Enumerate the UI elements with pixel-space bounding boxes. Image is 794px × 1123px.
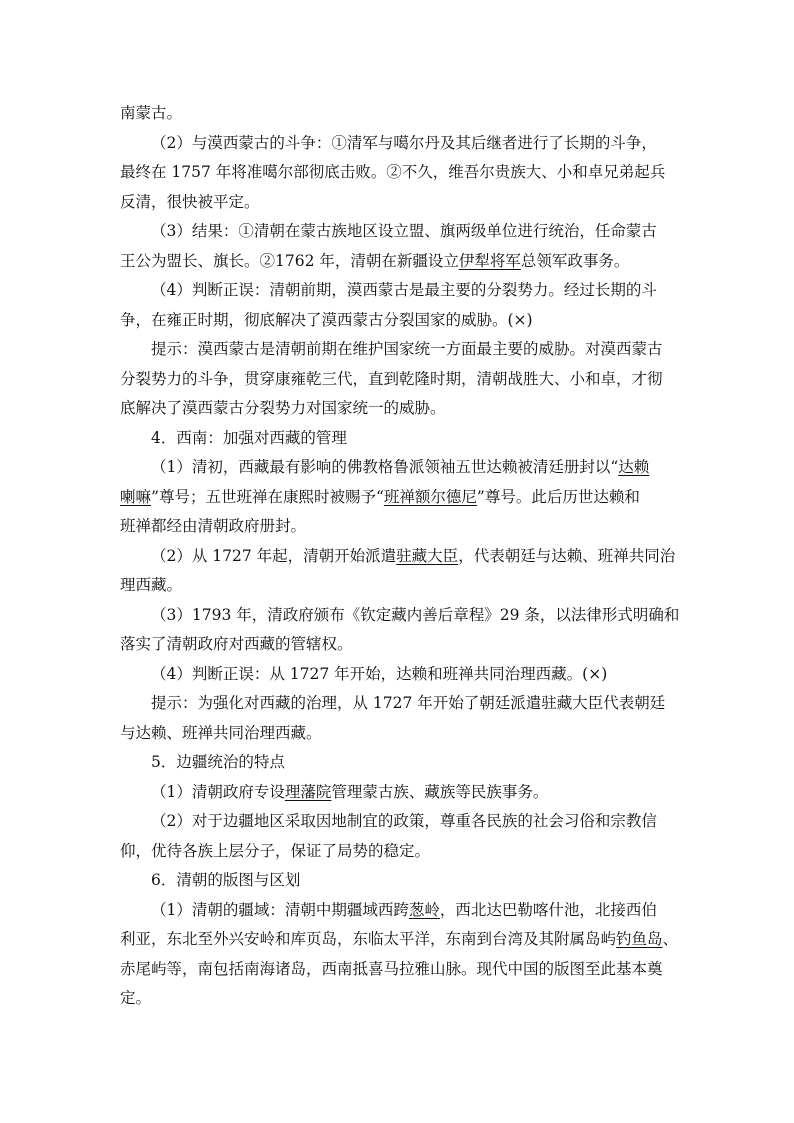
text-line: [120, 837, 680, 867]
text-run: ，代表朝廷与达赖、班禅共同治: [458, 546, 676, 565]
text-line: [120, 984, 680, 1014]
text-line: [120, 99, 680, 129]
text-run: 4．西南：加强对西藏的管理: [151, 428, 347, 447]
text-line: [120, 512, 680, 542]
text-line: [120, 217, 680, 247]
text-run: 王公为盟长、旗长。②1762 年，清朝在新疆设立: [120, 251, 459, 270]
text-run: 提示：漠西蒙古是清朝前期在维护国家统一方面最主要的威胁。对漠西蒙古: [151, 340, 663, 358]
text-run: 管理蒙古族、藏族等民族事务。: [331, 782, 549, 801]
text-run: （4）判断正误：清朝前期，漠西蒙古是最主要的分裂势力。经过长期的斗: [151, 281, 657, 299]
underlined-term: 驻藏大臣: [396, 546, 459, 565]
text-line: [120, 748, 680, 778]
text-run: ”尊号；五世班禅在康熙时被赐予“: [151, 487, 384, 506]
text-line: [120, 247, 680, 277]
text-line: [120, 188, 680, 218]
text-run: 最终在 1757 年将准噶尔部彻底击败。②不久，维吾尔贵族大、小和卓兄弟起兵: [120, 163, 666, 181]
text-run: 6．清朝的版图与区划: [151, 871, 301, 889]
text-run: （3）1793 年，清政府颁布《钦定藏内善后章程》29 条，以法律形式明确和: [151, 605, 680, 624]
underlined-term: 班禅额尔德尼: [383, 487, 477, 506]
text-run: （2）与漠西蒙古的斗争：①清军与噶尔丹及其后继者进行了长期的斗争，: [151, 133, 657, 152]
text-line: [120, 660, 680, 690]
text-run: 与达赖、班禅共同治理西藏。: [120, 723, 322, 742]
text-line: [120, 778, 680, 808]
text-run: 分裂势力的斗争，贯穿康雍乾三代，直到乾隆时期，清朝战胜大、小和卓，才彻: [120, 369, 663, 388]
document-body: [120, 99, 680, 1014]
text-line: [120, 424, 680, 454]
text-line: [120, 542, 680, 572]
text-line: [120, 571, 680, 601]
text-line: [120, 925, 680, 955]
underlined-term: 伊犁将军: [458, 251, 521, 270]
text-run: 反清，很快被平定。: [120, 192, 260, 211]
text-line: [120, 453, 680, 483]
text-run: 总领军政事务。: [520, 251, 630, 270]
underlined-term: 喇嘛: [120, 487, 152, 506]
text-run: 5．边疆统治的特点: [151, 753, 285, 771]
text-run: 利亚，东北至外兴安岭和库页岛，东临太平洋，东南到台湾及其附属岛屿: [120, 930, 617, 948]
underlined-term: 达赖: [618, 458, 650, 476]
text-run: （2）从 1727 年起，清朝开始派遣: [151, 546, 397, 565]
text-run: 仰，优待各族上层分子，保证了局势的稳定。: [120, 841, 431, 860]
text-run: 、: [662, 930, 679, 948]
text-run: 班禅都经由清朝政府册封。: [120, 517, 307, 535]
text-line: [120, 276, 680, 306]
text-line: [120, 896, 680, 926]
text-run: 理西藏。: [120, 576, 183, 594]
text-line: [120, 689, 680, 719]
text-line: [120, 306, 680, 336]
text-line: [120, 365, 680, 395]
text-run: ，西北达巴勒喀什池，北接西伯: [439, 900, 657, 919]
text-line: [120, 129, 680, 159]
text-run: （2）对于边疆地区采取因地制宜的政策，尊重各民族的社会习俗和宗教信: [151, 812, 657, 830]
text-run: 落实了清朝政府对西藏的管辖权。: [120, 635, 353, 653]
text-line: [120, 158, 680, 188]
text-run: 南蒙古。: [120, 104, 183, 122]
text-run: 底解决了漠西蒙古分裂势力对国家统一的威胁。: [120, 399, 446, 417]
text-run: 定。: [120, 989, 152, 1007]
text-line: [120, 483, 680, 513]
text-line: [120, 630, 680, 660]
text-run: 赤尾屿等，南包括南海诸岛，西南抵喜马拉雅山脉。现代中国的版图至此基本奠: [120, 959, 663, 978]
text-line: [120, 601, 680, 631]
text-run: （1）清朝政府专设: [151, 782, 285, 801]
text-run: （1）清初，西藏最有影响的佛教格鲁派领袖五世达赖被清廷册封以“: [151, 458, 619, 476]
text-line: [120, 866, 680, 896]
underlined-term: 钓鱼岛: [616, 930, 663, 948]
underlined-term: 葱岭: [408, 900, 440, 919]
text-line: [120, 394, 680, 424]
text-line: [120, 719, 680, 749]
text-line: [120, 335, 680, 365]
text-run: （4）判断正误：从 1727 年开始，达赖和班禅共同治理西藏。(×): [151, 664, 608, 683]
underlined-term: 理藩院: [284, 782, 332, 801]
text-run: ”尊号。此后历世达赖和: [476, 487, 640, 506]
text-line: [120, 807, 680, 837]
text-run: 提示：为强化对西藏的治理，从 1727 年开始了朝廷派遣驻藏大臣代表朝廷: [151, 694, 666, 712]
text-line: [120, 955, 680, 985]
text-run: （3）结果：①清朝在蒙古族地区设立盟、旗两级单位进行统治，任命蒙古: [151, 222, 657, 240]
text-run: （1）清朝的疆域：清朝中期疆域西跨: [151, 900, 409, 919]
text-run: 争，在雍正时期，彻底解决了漠西蒙古分裂国家的威胁。(×): [120, 310, 533, 329]
